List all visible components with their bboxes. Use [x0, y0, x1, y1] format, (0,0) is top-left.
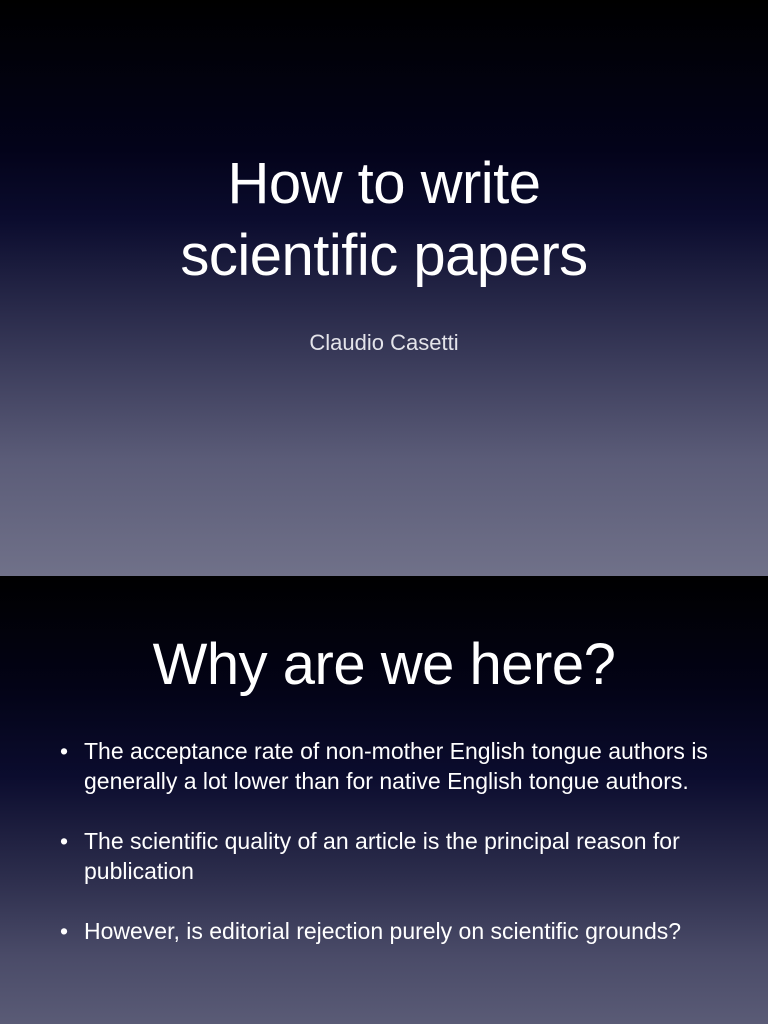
bullet-item — [56, 826, 716, 886]
slide-heading: Why are we here? — [152, 632, 616, 697]
title-line-2: scientific papers — [180, 223, 588, 288]
bullet-item — [56, 916, 716, 946]
bullet-item — [56, 736, 716, 796]
bullet-dot-icon: • — [59, 738, 69, 764]
bullet-list — [56, 736, 716, 976]
title-line-1: How to write — [227, 151, 541, 216]
bullet-text: However, is editorial rejection purely on scientific grounds? — [84, 918, 682, 944]
bullet-text: The scientific quality of an article is the principal reason for publication — [84, 828, 680, 884]
content-slide — [0, 576, 768, 1024]
bullet-dot-icon: • — [59, 918, 69, 944]
bullet-dot-icon: • — [59, 828, 69, 854]
author-name: Claudio Casetti — [309, 330, 459, 355]
bullet-text: The acceptance rate of non-mother English tongue authors is generally a lot lower than for native English tongue authors. — [84, 738, 708, 794]
presentation-title — [0, 148, 768, 292]
